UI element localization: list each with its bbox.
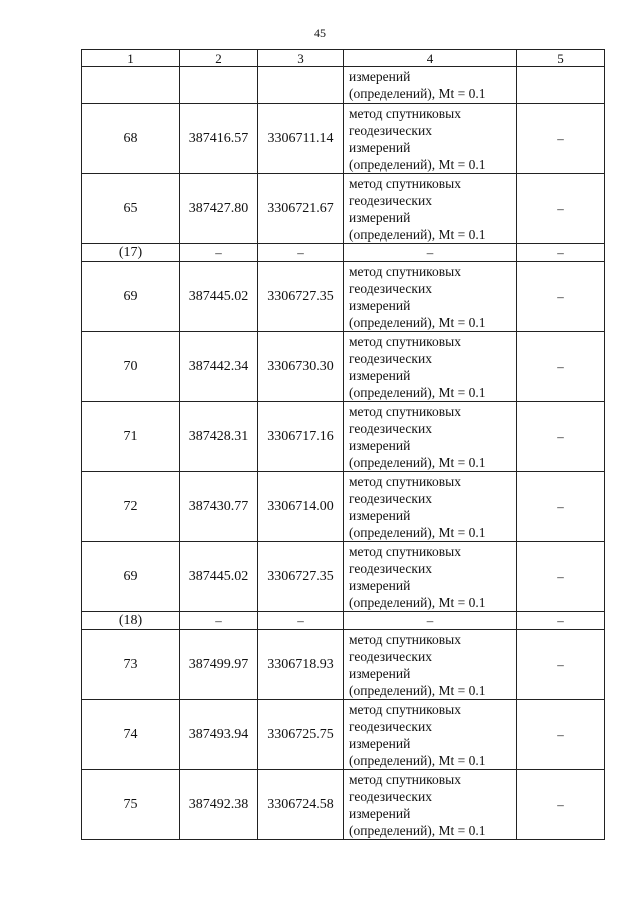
method-line: (определений), Mt = 0.1	[349, 752, 486, 768]
column-header: 5	[517, 50, 605, 67]
y-coordinate-cell: 3306730.30	[258, 332, 344, 402]
table-row	[82, 770, 605, 840]
table-row	[82, 174, 605, 244]
column-header: 1	[82, 50, 180, 67]
method-line: геодезических	[349, 648, 432, 664]
method-cell	[344, 700, 517, 770]
method-line: геодезических	[349, 560, 432, 576]
method-line: метод спутниковых	[349, 543, 461, 559]
method-cell	[344, 472, 517, 542]
method-line: измерений	[349, 507, 411, 523]
y-coordinate-cell: 3306711.14	[258, 104, 344, 174]
method-line: метод спутниковых	[349, 175, 461, 191]
note-cell: –	[517, 612, 605, 630]
x-coordinate-cell: 387428.31	[180, 402, 258, 472]
method-cell: –	[344, 244, 517, 262]
group-separator-row	[82, 612, 605, 630]
table-row	[82, 472, 605, 542]
x-coordinate-cell: 387427.80	[180, 174, 258, 244]
note-cell: –	[517, 770, 605, 840]
y-coordinate-cell: 3306725.75	[258, 700, 344, 770]
method-cell	[344, 332, 517, 402]
x-coordinate-cell: 387493.94	[180, 700, 258, 770]
table-row	[82, 402, 605, 472]
method-line: (определений), Mt = 0.1	[349, 682, 486, 698]
method-line: метод спутниковых	[349, 263, 461, 279]
y-coordinate-cell: 3306721.67	[258, 174, 344, 244]
method-line: измерений	[349, 367, 411, 383]
x-coordinate-cell: 387445.02	[180, 262, 258, 332]
note-cell: –	[517, 332, 605, 402]
method-cell	[344, 542, 517, 612]
method-line: измерений	[349, 665, 411, 681]
method-line: измерений	[349, 139, 411, 155]
method-line: метод спутниковых	[349, 333, 461, 349]
method-line: (определений), Mt = 0.1	[349, 156, 486, 172]
method-line: геодезических	[349, 192, 432, 208]
note-cell: –	[517, 630, 605, 700]
x-coordinate-cell: 387430.77	[180, 472, 258, 542]
empty-cell	[82, 67, 180, 104]
method-line: метод спутниковых	[349, 631, 461, 647]
method-cell	[344, 770, 517, 840]
point-number-cell: 73	[82, 630, 180, 700]
note-cell: –	[517, 104, 605, 174]
column-header: 2	[180, 50, 258, 67]
method-line: (определений), Mt = 0.1	[349, 524, 486, 540]
method-line: измерений	[349, 577, 411, 593]
point-number-cell: 75	[82, 770, 180, 840]
method-line: (определений), Mt = 0.1	[349, 384, 486, 400]
note-cell: –	[517, 262, 605, 332]
y-coordinate-cell: –	[258, 244, 344, 262]
method-line: измерений	[349, 209, 411, 225]
method-line: геодезических	[349, 280, 432, 296]
point-number-cell: 72	[82, 472, 180, 542]
method-cell	[344, 174, 517, 244]
x-coordinate-cell: 387445.02	[180, 542, 258, 612]
y-coordinate-cell: 3306717.16	[258, 402, 344, 472]
method-line: метод спутниковых	[349, 105, 461, 121]
method-line: измерений	[349, 805, 411, 821]
method-cell: –	[344, 612, 517, 630]
x-coordinate-cell: 387499.97	[180, 630, 258, 700]
note-cell: –	[517, 244, 605, 262]
method-line: (определений), Mt = 0.1	[349, 226, 486, 242]
method-line: (определений), Mt = 0.1	[349, 594, 486, 610]
y-coordinate-cell: 3306727.35	[258, 262, 344, 332]
method-line: (определений), Mt = 0.1	[349, 86, 486, 101]
point-number-cell: (17)	[82, 244, 180, 262]
method-cell	[344, 262, 517, 332]
table-row	[82, 700, 605, 770]
x-coordinate-cell: 387492.38	[180, 770, 258, 840]
y-coordinate-cell: 3306727.35	[258, 542, 344, 612]
method-cell	[344, 630, 517, 700]
group-separator-row	[82, 244, 605, 262]
note-cell: –	[517, 402, 605, 472]
method-line: геодезических	[349, 122, 432, 138]
x-coordinate-cell: 387442.34	[180, 332, 258, 402]
table-row	[82, 262, 605, 332]
point-number-cell: 70	[82, 332, 180, 402]
method-line: метод спутниковых	[349, 701, 461, 717]
point-number-cell: 69	[82, 262, 180, 332]
method-line: геодезических	[349, 420, 432, 436]
note-cell: –	[517, 472, 605, 542]
y-coordinate-cell: 3306718.93	[258, 630, 344, 700]
column-header: 3	[258, 50, 344, 67]
note-cell: –	[517, 542, 605, 612]
point-number-cell: 69	[82, 542, 180, 612]
method-line: измерений	[349, 437, 411, 453]
empty-cell	[258, 67, 344, 104]
table-row	[82, 542, 605, 612]
note-cell: –	[517, 700, 605, 770]
y-coordinate-cell: –	[258, 612, 344, 630]
method-cell	[344, 402, 517, 472]
x-coordinate-cell: –	[180, 612, 258, 630]
method-line: (определений), Mt = 0.1	[349, 314, 486, 330]
method-line: метод спутниковых	[349, 771, 461, 787]
point-number-cell: 74	[82, 700, 180, 770]
method-cell	[344, 67, 517, 104]
method-line: геодезических	[349, 718, 432, 734]
method-line: измерений	[349, 69, 411, 84]
x-coordinate-cell: 387416.57	[180, 104, 258, 174]
y-coordinate-cell: 3306714.00	[258, 472, 344, 542]
method-line: (определений), Mt = 0.1	[349, 822, 486, 838]
column-header: 4	[344, 50, 517, 67]
method-line: метод спутниковых	[349, 403, 461, 419]
y-coordinate-cell: 3306724.58	[258, 770, 344, 840]
method-line: (определений), Mt = 0.1	[349, 454, 486, 470]
empty-cell	[517, 67, 605, 104]
coordinates-table	[81, 49, 605, 840]
table-row	[82, 630, 605, 700]
point-number-cell: 68	[82, 104, 180, 174]
empty-cell	[180, 67, 258, 104]
point-number-cell: (18)	[82, 612, 180, 630]
method-line: измерений	[349, 735, 411, 751]
point-number-cell: 65	[82, 174, 180, 244]
note-cell: –	[517, 174, 605, 244]
method-cell	[344, 104, 517, 174]
table-row	[82, 332, 605, 402]
page-number: 45	[314, 26, 326, 40]
table-row	[82, 104, 605, 174]
x-coordinate-cell: –	[180, 244, 258, 262]
continuation-row	[82, 67, 605, 104]
method-line: геодезических	[349, 350, 432, 366]
table-header-row	[82, 50, 605, 67]
method-line: измерений	[349, 297, 411, 313]
point-number-cell: 71	[82, 402, 180, 472]
table-body	[82, 50, 605, 840]
method-line: геодезических	[349, 490, 432, 506]
method-line: метод спутниковых	[349, 473, 461, 489]
method-line: геодезических	[349, 788, 432, 804]
